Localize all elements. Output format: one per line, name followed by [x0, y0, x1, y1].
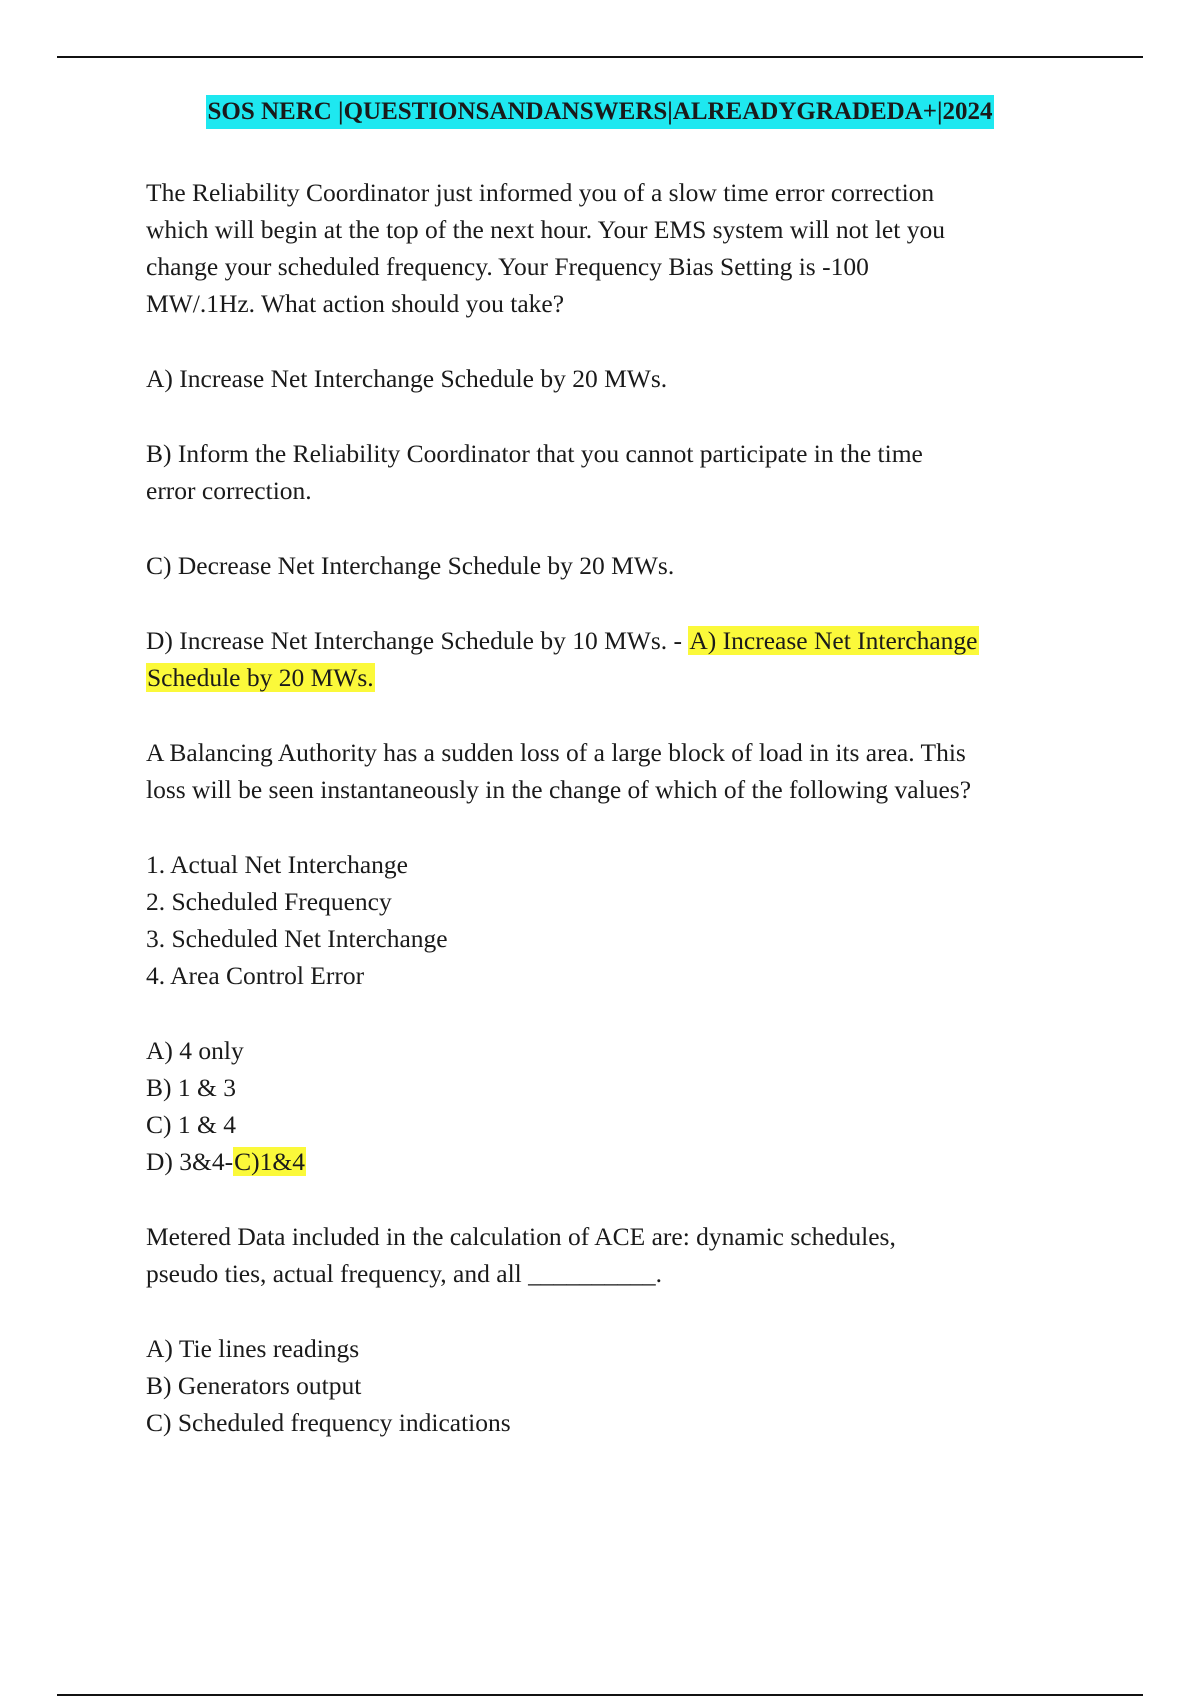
option-text: D) Increase Net Interchange Schedule by 10 MWs. - [146, 626, 689, 655]
option-d-line [146, 1143, 1066, 1180]
option-text: D) 3&4- [146, 1147, 234, 1176]
question-1-stem [146, 174, 1066, 322]
answer-line [146, 659, 1066, 696]
question-3-stem-line: Metered Data included in the calculation of ACE are: dynamic schedules, [146, 1222, 896, 1251]
answer-highlight: A) Increase Net Interchange [689, 626, 978, 655]
list-item: 4. Area Control Error [146, 961, 365, 990]
title-wrapper [0, 95, 1200, 129]
option-text: C) Decrease Net Interchange Schedule by 20 MWs. [146, 551, 675, 580]
list-item: 3. Scheduled Net Interchange [146, 924, 448, 953]
option-d-line [146, 622, 1066, 659]
option-text: A) 4 only [146, 1036, 244, 1065]
question-1-option-c [146, 547, 1066, 584]
list-item: 2. Scheduled Frequency [146, 887, 392, 916]
answer-highlight: Schedule by 20 MWs. [147, 663, 374, 692]
option-text: A) Tie lines readings [146, 1334, 360, 1363]
option-text: A) Increase Net Interchange Schedule by 20 MWs. [146, 364, 668, 393]
question-2-items [146, 846, 1066, 994]
answer-highlight: C)1&4 [234, 1147, 305, 1176]
option-text: B) Inform the Reliability Coordinator that you cannot participate in the time [146, 439, 923, 468]
question-1-option-b [146, 435, 1066, 509]
question-2-options [146, 1032, 1066, 1180]
question-3-options [146, 1330, 1066, 1441]
list-item: 1. Actual Net Interchange [146, 850, 408, 879]
option-text: B) 1 & 3 [146, 1073, 236, 1102]
question-1-stem-line: change your scheduled frequency. Your Frequency Bias Setting is -100 [146, 252, 869, 281]
question-2-stem-line: A Balancing Authority has a sudden loss of a large block of load in its area. This [146, 738, 966, 767]
question-1-option-a [146, 360, 1066, 397]
document-title: SOS NERC |QUESTIONSANDANSWERS|ALREADYGRADEDA+|2024 [206, 95, 993, 129]
question-2-stem [146, 734, 1066, 808]
option-text: C) 1 & 4 [146, 1110, 236, 1139]
option-text: B) Generators output [146, 1371, 362, 1400]
option-text: C) Scheduled frequency indications [146, 1408, 511, 1437]
question-1-stem-line: MW/.1Hz. What action should you take? [146, 289, 565, 318]
question-3-stem [146, 1218, 1066, 1292]
question-1-stem-line: which will begin at the top of the next hour. Your EMS system will not let you [146, 215, 945, 244]
question-1-stem-line: The Reliability Coordinator just informed you of a slow time error correction [146, 178, 935, 207]
question-1-option-d [146, 622, 1066, 696]
question-3-stem-line: pseudo ties, actual frequency, and all __________. [146, 1259, 662, 1288]
top-rule [57, 56, 1143, 58]
option-text: error correction. [146, 476, 312, 505]
document-body [146, 174, 1066, 1479]
question-2-stem-line: loss will be seen instantaneously in the change of which of the following values? [146, 775, 972, 804]
bottom-rule [57, 1694, 1143, 1696]
